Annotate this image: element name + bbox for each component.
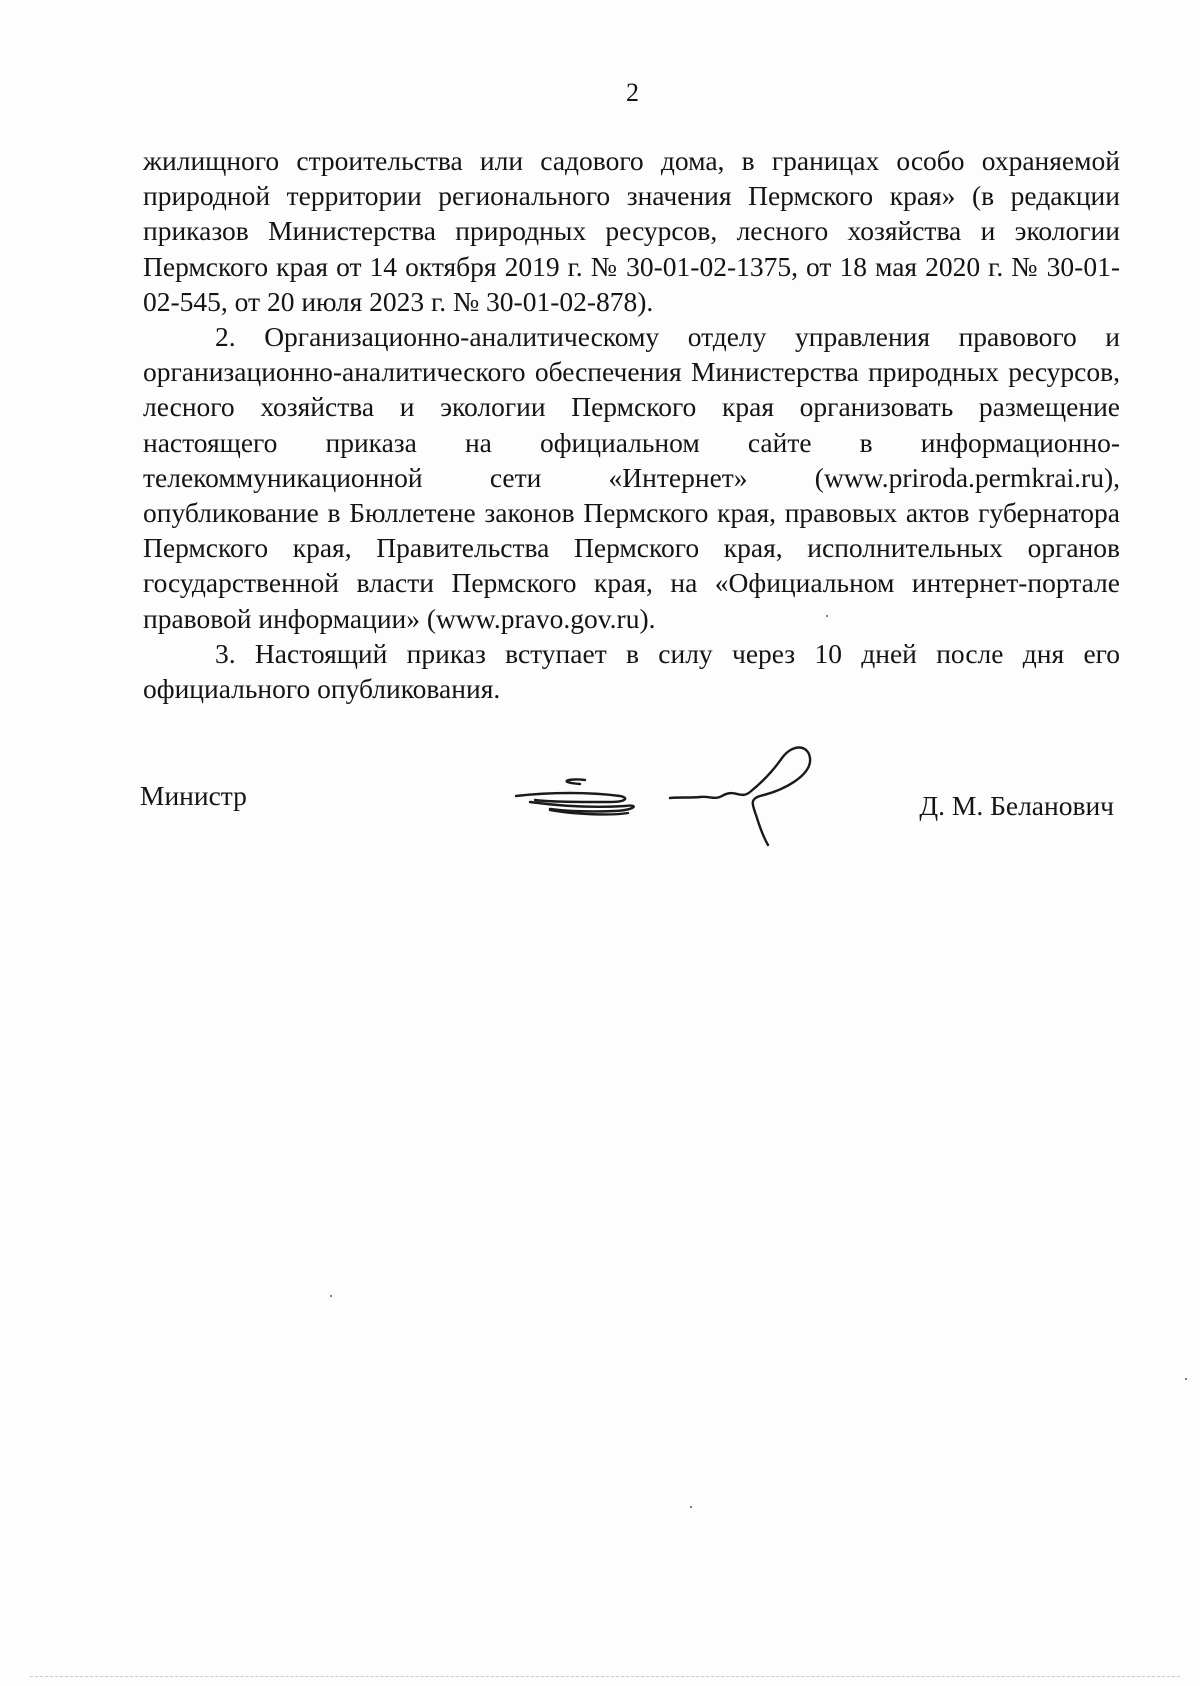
document-body — [143, 143, 1120, 706]
scan-edge-line — [30, 1676, 1180, 1677]
paragraph-item-2: 2. Организационно-аналитическому отделу управления правового и организационно-аналитического обеспечения Министерства природных ресурсов, лесного хозяйства и экологии Пермского края организовать размещение настоящего приказа на официальном сайте в информационно-телекоммуникационной сети «Интернет» (www.priroda.permkrai.ru), опубликование в Бюллетене законов Пермского края, правовых актов губернатора Пермского края, Правительства Пермского края, исполнительных органов государственной власти Пермского края, на «Официальном интернет-портале правовой информации» (www.pravo.gov.ru). — [143, 321, 1120, 634]
paragraph-item-3: 3. Настоящий приказ вступает в силу через 10 дней после дня его официального опубликования. — [143, 637, 1120, 705]
paragraph-continuation: жилищного строительства или садового дома, в границах особо охраняемой природной территории регионального значения Пермского края» (в редакции приказов Министерства природных ресурсов, лесного хозяйства и экологии Пермского края от 14 октября 2019 г. № 30-01-02-1375, от 18 мая 2020 г. № 30-01-02-545, от 20 июля 2023 г. № 30-01-02-878). — [143, 145, 1120, 317]
scan-speck — [826, 615, 828, 617]
scan-speck — [690, 1506, 692, 1508]
scan-speck — [330, 1295, 332, 1297]
handwritten-signature — [510, 740, 830, 850]
signatory-title: Министр — [140, 780, 247, 811]
signatory-name: Д. М. Беланович — [919, 790, 1114, 821]
scan-speck — [1185, 1378, 1187, 1380]
page-number: 2 — [626, 78, 639, 107]
